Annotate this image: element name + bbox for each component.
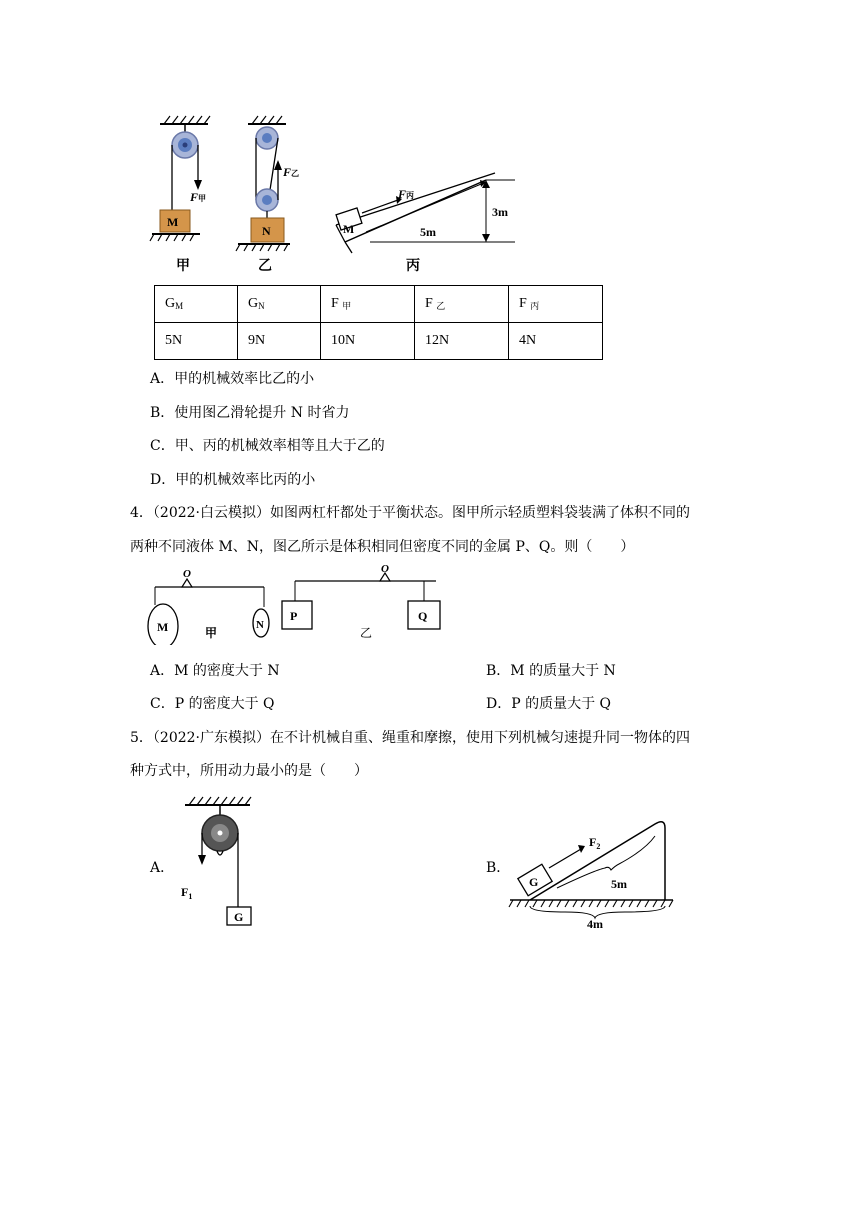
table-cell: 4N bbox=[509, 323, 603, 360]
fixed-pulley-jia-figure bbox=[150, 116, 210, 274]
fulcrum-o-yi: O bbox=[381, 565, 389, 575]
f-jia-label: F甲 bbox=[190, 190, 207, 204]
q3-option-d: D．甲的机械效率比丙的小 bbox=[150, 472, 316, 488]
table-cell: 9N bbox=[238, 323, 321, 360]
lever-yi-figure bbox=[282, 565, 440, 640]
figure-label-jia: 甲 bbox=[176, 259, 190, 274]
block-n-label: N bbox=[262, 224, 271, 238]
q3-option-a: A．甲的机械效率比乙的小 bbox=[150, 371, 315, 387]
q3-figures bbox=[140, 110, 540, 280]
q3-data-table bbox=[154, 285, 603, 360]
q5-stem-line2: 种方式中，所用动力最小的是（ ） bbox=[130, 763, 368, 779]
block-q-label: Q bbox=[418, 609, 428, 623]
movable-pulley-yi-figure bbox=[236, 116, 299, 274]
table-header-cell: $G_M$ bbox=[155, 286, 238, 323]
table-cell: 5N bbox=[155, 323, 238, 360]
q4-stem-line2: 两种不同液体 M、N，图乙所示是体积相同但密度不同的金属 P、Q。则（ ） bbox=[130, 539, 635, 555]
block-p-label: P bbox=[290, 609, 298, 623]
q4-lever-figures bbox=[140, 565, 450, 645]
q4-option-b: B．M 的质量大于 N bbox=[486, 663, 616, 679]
weight-g-label-b: G bbox=[529, 875, 539, 889]
lever-label-yi: 乙 bbox=[360, 626, 373, 640]
q5-stem-line1: 5．（2022·广东模拟）在不计机械自重、绳重和摩擦，使用下列机械匀速提升同一物体的四 bbox=[130, 730, 690, 746]
base-4m-label: 4m bbox=[587, 917, 603, 930]
lever-jia-figure bbox=[148, 568, 269, 645]
q3-option-b: B．使用图乙滑轮提升 N 时省力 bbox=[150, 405, 350, 421]
table-header-cell: F $_乙$ bbox=[415, 286, 509, 323]
q5-option-b-label: B． bbox=[486, 860, 511, 876]
figure-label-yi: 乙 bbox=[258, 259, 272, 274]
table-header-row bbox=[155, 286, 603, 323]
bag-m-label: M bbox=[157, 620, 169, 634]
incline-bing-figure bbox=[336, 173, 515, 274]
table-cell: 12N bbox=[415, 323, 509, 360]
q4-option-d: D．P 的质量大于 Q bbox=[486, 696, 612, 712]
q5-option-a-label: A． bbox=[150, 860, 175, 876]
length-5m-label: 5m bbox=[420, 225, 436, 239]
weight-g-label-a: G bbox=[234, 910, 244, 924]
length-5m-label-b: 5m bbox=[611, 877, 627, 891]
table-header-cell: F $_丙$ bbox=[509, 286, 603, 323]
q5-fixed-pulley-figure bbox=[175, 795, 265, 930]
fulcrum-o-jia: O bbox=[183, 568, 191, 580]
block-m-label: M bbox=[167, 215, 179, 229]
lever-label-jia: 甲 bbox=[205, 626, 218, 640]
block-m-incline-label: M bbox=[343, 222, 355, 236]
q4-stem-line1: 4．（2022·白云模拟）如图两杠杆都处于平衡状态。图甲所示轻质塑料袋装满了体积不同的 bbox=[130, 505, 690, 521]
q4-option-a: A．M 的密度大于 N bbox=[150, 663, 280, 679]
table-cell: 10N bbox=[321, 323, 415, 360]
q5-incline-figure bbox=[505, 810, 680, 930]
table-row bbox=[155, 323, 603, 360]
f2-label: $F_2$ bbox=[589, 835, 601, 851]
height-3m-label: 3m bbox=[492, 205, 508, 219]
table-header-cell: $G_N$ bbox=[238, 286, 321, 323]
q3-option-c: C．甲、丙的机械效率相等且大于乙的 bbox=[150, 438, 385, 454]
f1-label: $F_1$ bbox=[181, 885, 193, 901]
figure-label-bing: 丙 bbox=[406, 259, 420, 274]
f-yi-label: F乙 bbox=[283, 165, 300, 179]
bag-n-label: N bbox=[256, 619, 264, 631]
table-header-cell: F $_甲$ bbox=[321, 286, 415, 323]
f-bing-label: F丙 bbox=[398, 187, 415, 201]
q4-option-c: C．P 的密度大于 Q bbox=[150, 696, 275, 712]
